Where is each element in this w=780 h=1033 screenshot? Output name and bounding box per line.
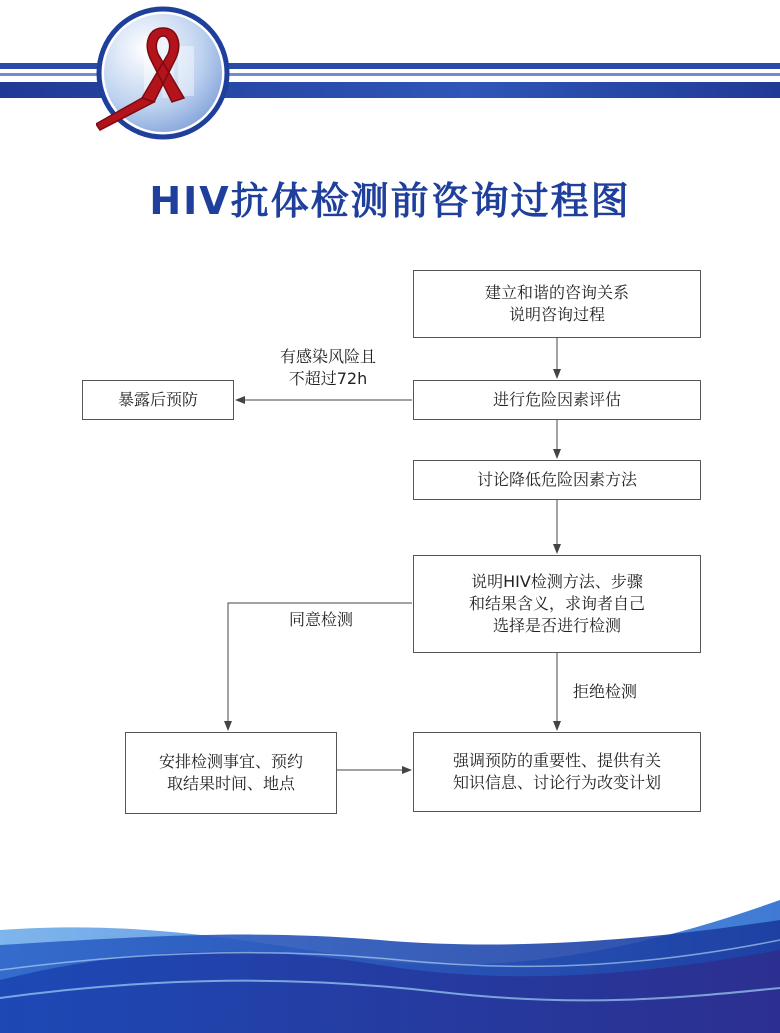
label-refuse-test: 拒绝检测	[572, 682, 637, 701]
page-title: HIV抗体检测前咨询过程图	[149, 179, 631, 223]
node-emphasize: 强调预防的重要性、提供有关 知识信息、讨论行为改变计划	[413, 732, 701, 812]
node-arrange-test: 安排检测事宜、预约 取结果时间、地点	[125, 732, 337, 814]
node-discuss-reduce: 讨论降低危险因素方法	[413, 460, 701, 500]
node-build-relation: 建立和谐的咨询关系 说明咨询过程	[413, 270, 701, 338]
footer-waves	[0, 880, 780, 1033]
node-risk-assessment: 进行危险因素评估	[413, 380, 701, 420]
node-explain-test: 说明HIV检测方法、步骤 和结果含义，求询者自己 选择是否进行检测	[413, 555, 701, 653]
label-agree-test: 同意检测	[288, 610, 353, 629]
node-pep: 暴露后预防	[82, 380, 234, 420]
label-infection-risk: 有感染风险且 不超过72h	[279, 347, 376, 388]
